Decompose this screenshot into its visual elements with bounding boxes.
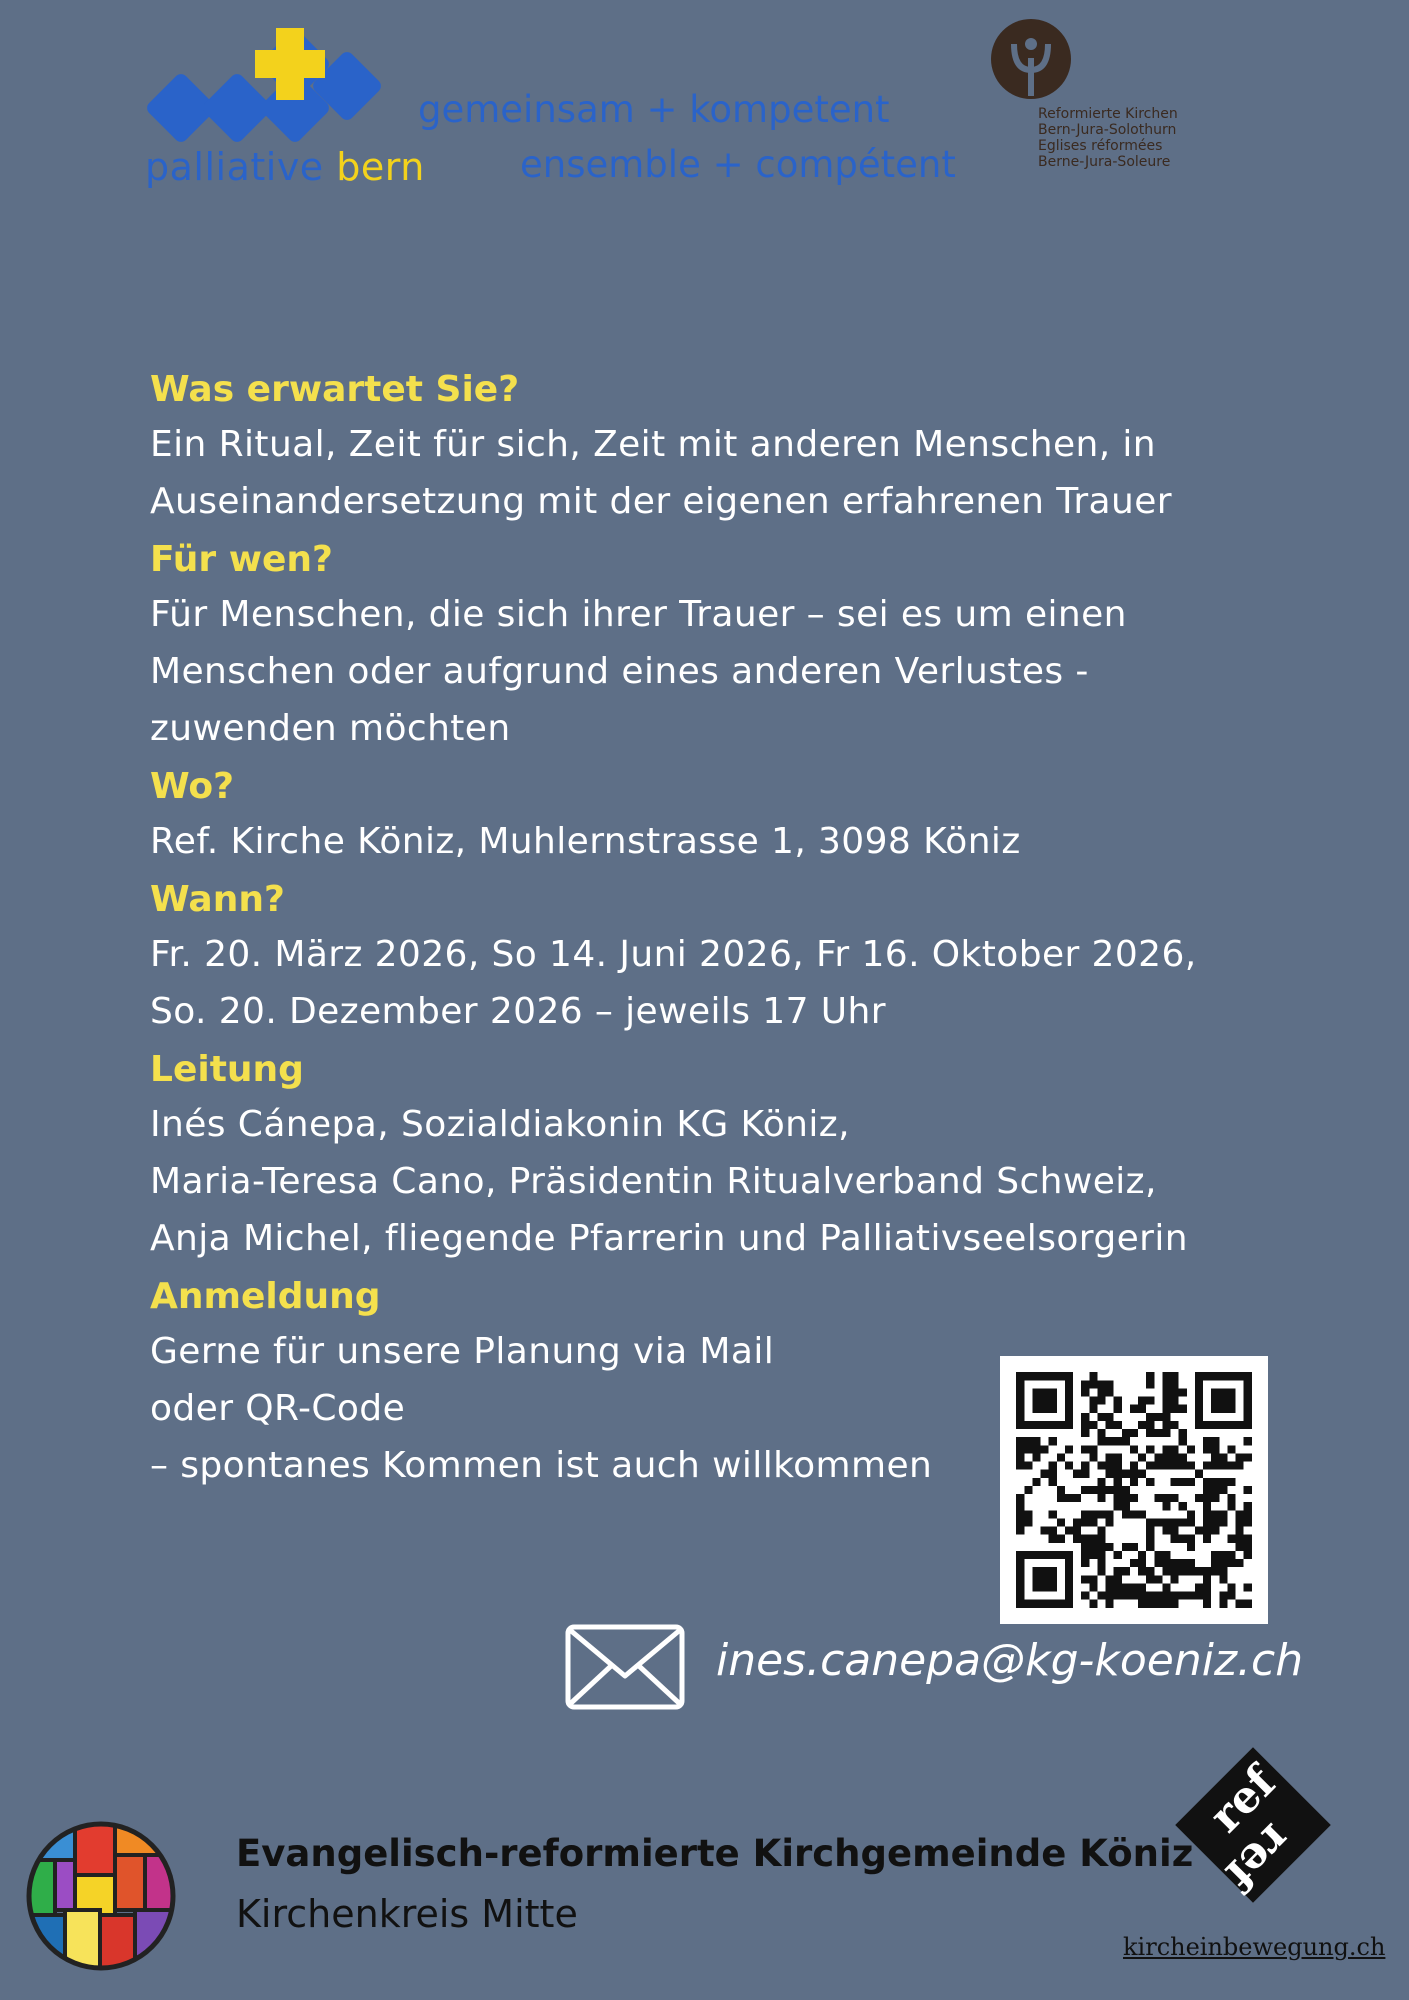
section-line: Gerne für unsere Planung via Mail — [150, 1331, 775, 1372]
reformed-churches-logo — [990, 18, 1072, 100]
section-line: Inés Cánepa, Sozialdiakonin KG Köniz, — [150, 1104, 850, 1145]
stained-glass-logo — [25, 1820, 177, 1972]
section-line: zuwenden möchten — [150, 708, 511, 749]
section-line: Fr. 20. März 2026, So 14. Juni 2026, Fr 16. Oktober 2026, — [150, 934, 1197, 975]
section-line: Maria-Teresa Cano, Präsidentin Ritualverband Schweiz, — [150, 1161, 1157, 1202]
section-heading: Wo? — [150, 766, 235, 807]
section-heading: Für wen? — [150, 539, 333, 580]
envelope-icon — [565, 1624, 685, 1710]
section-heading: Was erwartet Sie? — [150, 369, 520, 410]
section-line: Menschen oder aufgrund eines anderen Verlustes - — [150, 651, 1089, 692]
section-heading: Leitung — [150, 1049, 304, 1090]
website-link[interactable]: kircheinbewegung.ch — [1123, 1933, 1386, 1961]
section-line: oder QR-Code — [150, 1388, 406, 1429]
section-line: – spontanes Kommen ist auch willkommen — [150, 1445, 933, 1486]
section-audience — [150, 534, 1260, 757]
section-line: Ein Ritual, Zeit für sich, Zeit mit anderen Menschen, in — [150, 424, 1157, 465]
palliative-bern-wordmark: palliative bern — [145, 145, 425, 189]
section-dates — [150, 874, 1260, 1040]
reformed-churches-text: Reformierte Kirchen Bern-Jura-Solothurn Eglises réformées Berne-Jura-Soleure — [1038, 106, 1178, 170]
section-location — [150, 761, 1260, 870]
section-line: Für Menschen, die sich ihrer Trauer – sei es um einen — [150, 594, 1127, 635]
section-line: Auseinandersetzung mit der eigenen erfahrenen Trauer — [150, 481, 1172, 522]
section-heading: Wann? — [150, 879, 285, 920]
ref-diamond-logo — [1158, 1730, 1348, 1920]
section-line: Ref. Kirche Köniz, Muhlernstrasse 1, 3098 Köniz — [150, 821, 1021, 862]
tagline-german: gemeinsam + kompetent — [418, 88, 890, 131]
email-link[interactable]: ines.canepa@kg-koeniz.ch — [716, 1635, 1304, 1686]
tagline-french: ensemble + compétent — [520, 143, 956, 186]
footer-title: Evangelisch-reformierte Kirchgemeinde Köniz — [236, 1832, 1194, 1875]
ref-logo-text-mirrored: ref — [1214, 1813, 1301, 1900]
qr-code[interactable] — [1000, 1356, 1268, 1624]
event-info — [150, 364, 1260, 1498]
section-expectations — [150, 364, 1260, 530]
footer-subtitle: Kirchenkreis Mitte — [236, 1892, 578, 1936]
section-line: Anja Michel, fliegende Pfarrerin und Palliativseelsorgerin — [150, 1218, 1188, 1259]
ref-logo-text: ref — [1199, 1756, 1286, 1843]
section-heading: Anmeldung — [150, 1276, 381, 1317]
section-line: So. 20. Dezember 2026 – jeweils 17 Uhr — [150, 991, 886, 1032]
section-leaders — [150, 1044, 1260, 1267]
